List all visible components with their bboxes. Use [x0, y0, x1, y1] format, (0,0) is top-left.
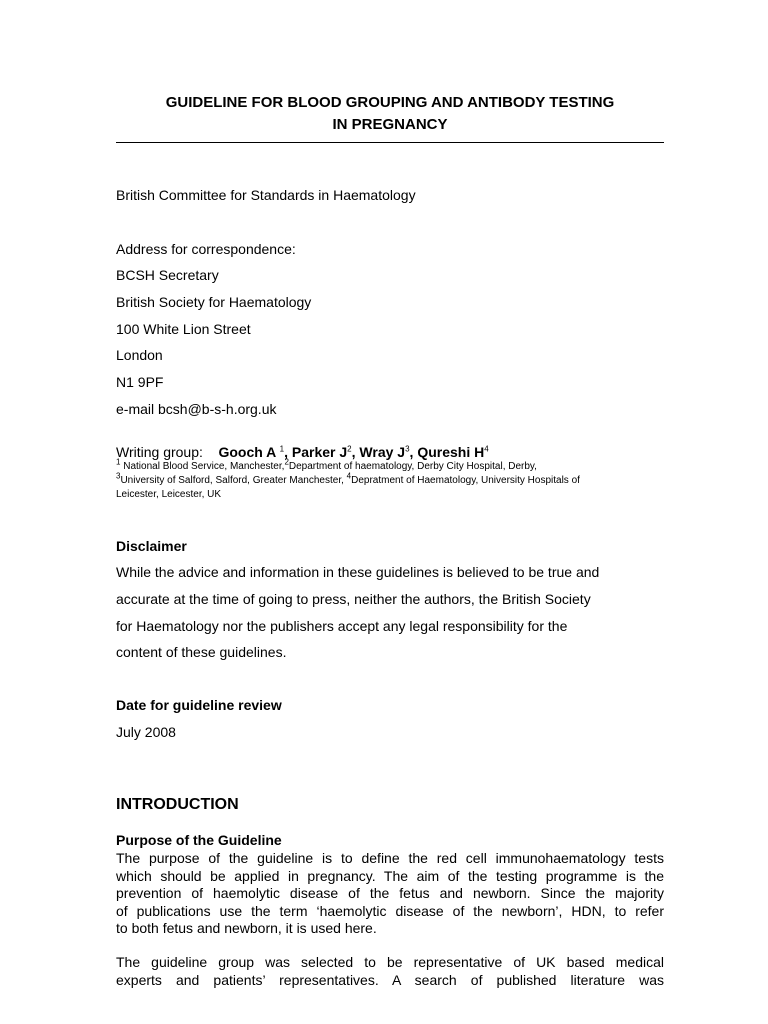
- disclaimer-line: accurate at the time of going to press, neither the authors, the British Society: [116, 591, 591, 607]
- review-date: July 2008: [116, 724, 176, 740]
- review-heading: Date for guideline review: [116, 697, 282, 713]
- paragraph-line: which should be applied in pregnancy. The aim of the testing programme is the: [116, 867, 664, 884]
- title-line-1: GUIDELINE FOR BLOOD GROUPING AND ANTIBODY TESTING: [165, 94, 615, 111]
- author-sup: 3: [405, 444, 410, 454]
- author-sup: 2: [347, 444, 352, 454]
- author-name: Parker J: [291, 444, 348, 460]
- affiliation-line: $^1$ National Blood Service, Manchester,$^2$Department of haematology, Derby City Hospital, Derby,: [116, 457, 537, 472]
- document-title: [116, 92, 664, 136]
- address-line: British Society for Haematology: [116, 294, 312, 310]
- author-name: Qureshi H: [417, 444, 485, 460]
- disclaimer-line: content of these guidelines.: [116, 644, 287, 660]
- affiliation-line: $^3$University of Salford, Salford, Greater Manchester, $^4$Depratment of Haematology, University Hospitals of: [116, 471, 580, 486]
- paragraph-line: of publications use the term ‘haemolytic disease of the newborn’, HDN, to refer: [116, 902, 664, 919]
- author-name: Wray J: [359, 444, 406, 460]
- committee-name: British Committee for Standards in Haematology: [116, 187, 416, 203]
- title-divider: [116, 142, 664, 143]
- disclaimer-line: While the advice and information in these guidelines is believed to be true and: [116, 564, 600, 580]
- address-label: Address for correspondence:: [116, 241, 296, 257]
- author-sup: 4: [484, 444, 489, 454]
- address-line: N1 9PF: [116, 374, 164, 390]
- address-line: BCSH Secretary: [116, 267, 219, 283]
- paragraph-line: prevention of haemolytic disease of the fetus and newborn. Since the majority: [116, 885, 664, 901]
- purpose-heading: Purpose of the Guideline: [116, 832, 282, 848]
- disclaimer-line: for Haematology nor the publishers accept any legal responsibility for the: [116, 618, 568, 634]
- group-paragraph: [116, 954, 664, 989]
- disclaimer-heading: Disclaimer: [116, 538, 187, 554]
- paragraph-line: to both fetus and newborn, it is used here.: [116, 920, 377, 936]
- writing-group: Writing group: Gooch A $^1$, Parker $J^2$, Wray $J^3$, Qureshi $H^4$: [116, 444, 489, 460]
- introduction-heading: INTRODUCTION: [116, 796, 239, 813]
- author-sup: 1: [279, 444, 285, 454]
- affiliation-line: Leicester, Leicester, UK: [116, 489, 222, 500]
- writing-group-label: Writing group:: [116, 444, 203, 460]
- email-line: e-mail bcsh@b-s-h.org.uk: [116, 401, 277, 417]
- paragraph-line: experts and patients’ representatives. A search of published literature was: [116, 971, 664, 988]
- paragraph-line: The guideline group was selected to be representative of UK based medical: [116, 954, 664, 970]
- paragraph-line: The purpose of the guideline is to define the red cell immunohaematology tests: [116, 850, 664, 866]
- address-line: 100 White Lion Street: [116, 321, 251, 337]
- purpose-paragraph: [116, 850, 664, 938]
- author-name: Gooch A: [218, 444, 276, 460]
- address-line: London: [116, 347, 163, 363]
- title-line-2: IN PREGNANCY: [332, 116, 448, 133]
- affiliations: [116, 457, 664, 502]
